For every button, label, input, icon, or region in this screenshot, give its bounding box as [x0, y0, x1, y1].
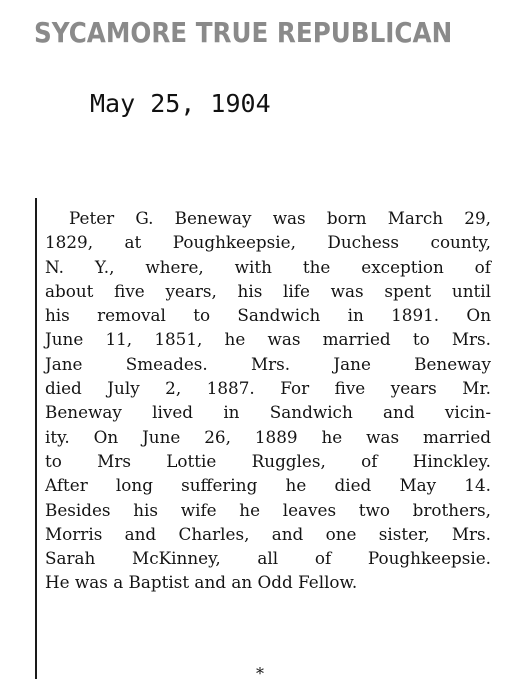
article-line: N. Y., where, with the exception of: [45, 256, 491, 277]
publication-date: May 25, 1904: [90, 89, 271, 118]
article-line: Peter G. Beneway was born March 29,: [69, 208, 491, 228]
article-line: his removal to Sandwich in 1891. On: [45, 305, 491, 326]
article-line: Sarah McKinney, all of Poughkeepsie.: [45, 548, 491, 569]
article-line: Beneway lived in Sandwich and vicin-: [45, 402, 491, 423]
article-line: Morris and Charles, and one sister, Mrs.: [45, 523, 491, 544]
newspaper-name-stamp: SYCAMORE TRUE REPUBLICAN: [34, 16, 453, 49]
article-line: died July 2, 1887. For five years Mr.: [45, 378, 491, 399]
article-line: to Mrs Lottie Ruggles, of Hinckley.: [45, 450, 491, 471]
end-mark: *: [256, 664, 264, 683]
article-line: Besides his wife he leaves two brothers,: [45, 499, 491, 520]
obituary-clipping: [35, 198, 492, 683]
article-line: He was a Baptist and an Odd Fellow.: [45, 572, 358, 593]
obituary-text: [45, 206, 491, 595]
article-line: After long suffering he died May 14.: [45, 475, 491, 496]
article-line: June 11, 1851, he was married to Mrs.: [45, 329, 491, 350]
article-line: 1829, at Poughkeepsie, Duchess county,: [45, 232, 491, 253]
article-line: ity. On June 26, 1889 he was married: [45, 426, 491, 447]
article-line: about five years, his life was spent until: [45, 280, 491, 301]
article-line: Jane Smeades. Mrs. Jane Beneway: [45, 353, 491, 374]
